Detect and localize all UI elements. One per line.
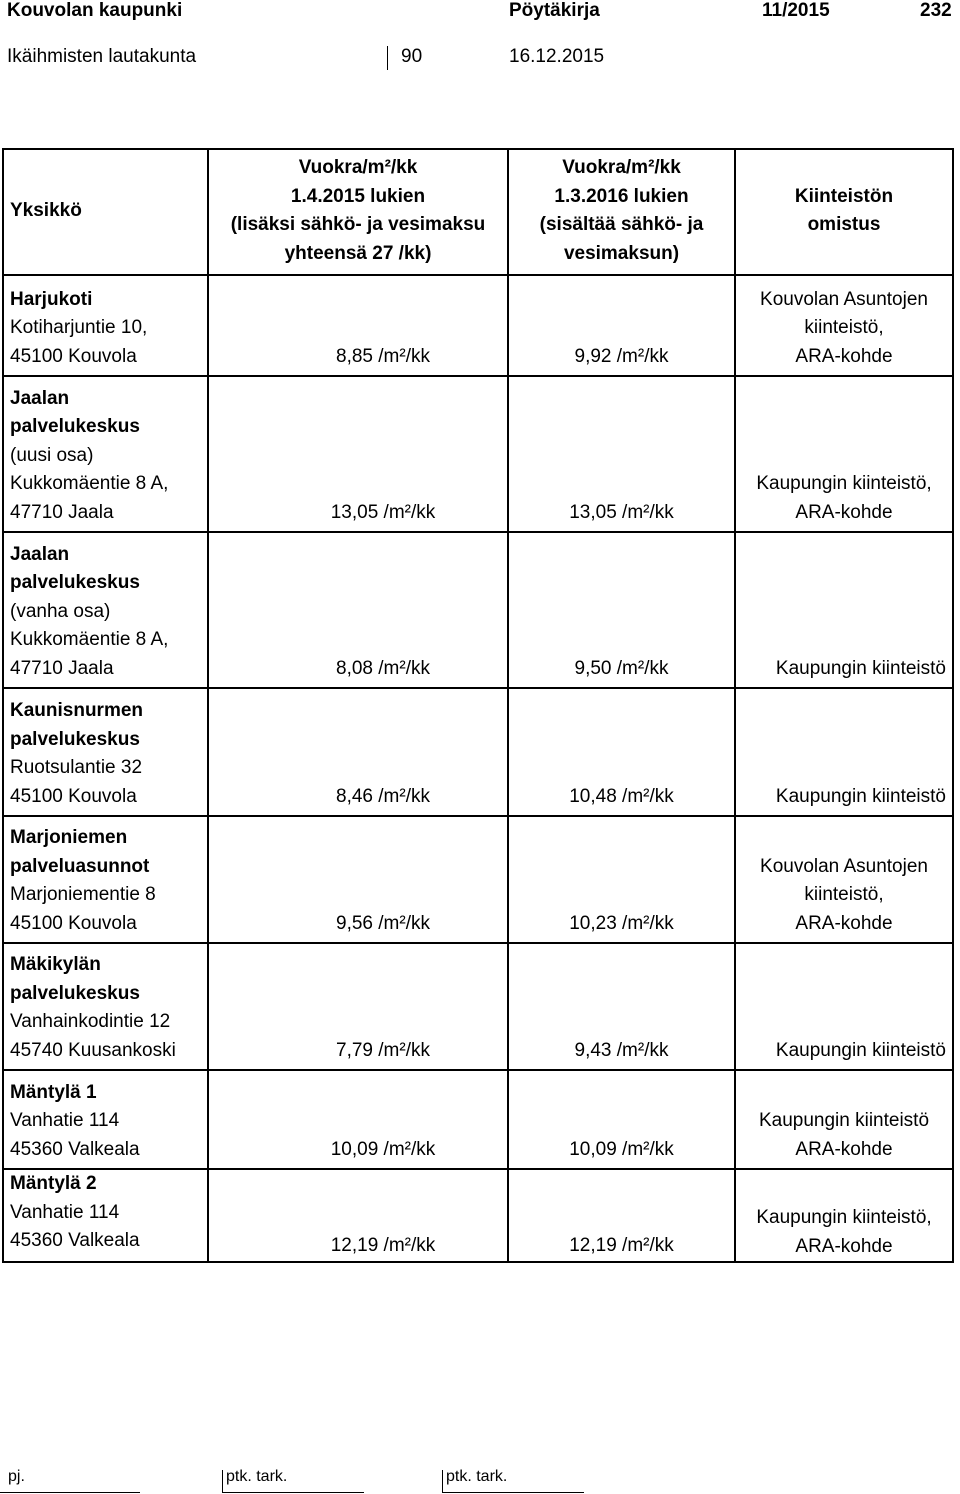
table-row (3, 376, 953, 532)
table-row (3, 1070, 953, 1169)
ownership-cell: Kaupungin kiinteistö (735, 532, 953, 688)
footer-checker-2-label: ptk. tark. (446, 1468, 508, 1485)
doc-number: 11/2015 (762, 0, 830, 21)
table-row (3, 943, 953, 1070)
header-unit: Yksikkö (3, 149, 208, 275)
rent-2015-cell: 13,05 /m²/kk (208, 376, 508, 532)
ownership-cell: Kaupungin kiinteistö, ARA-kohde (735, 376, 953, 532)
board-name: Ikäihmisten lautakunta (7, 46, 197, 67)
org-name: Kouvolan kaupunki (7, 0, 183, 21)
ownership-cell: Kaupungin kiinteistö, ARA-kohde (735, 1169, 953, 1262)
header-rent-2015: Vuokra/m²/kk 1.4.2015 lukien (lisäksi sähkö- ja vesimaksu yhteensä 27 /kk) (208, 149, 508, 275)
meeting-date: 16.12.2015 (509, 46, 605, 67)
footer-checker-1-label: ptk. tark. (226, 1468, 288, 1485)
ownership-cell: Kouvolan Asuntojen kiinteistö, ARA-kohde (735, 816, 953, 943)
footer-checker-1-line (222, 1492, 364, 1493)
table-row (3, 532, 953, 688)
rent-2015-cell: 10,09 /m²/kk (208, 1070, 508, 1169)
footer-divider (222, 1470, 223, 1492)
rent-2015-cell: 8,08 /m²/kk (208, 532, 508, 688)
unit-cell: Kaunisnurmen palvelukeskus Ruotsulantie 32 45100 Kouvola (3, 688, 208, 816)
unit-cell: Mäntylä 2 Vanhatie 114 45360 Valkeala (3, 1169, 208, 1262)
section-number: 90 (401, 46, 423, 67)
unit-cell: Jaalan palvelukeskus (vanha osa) Kukkomäentie 8 A, 47710 Jaala (3, 532, 208, 688)
rent-2015-cell: 9,56 /m²/kk (208, 816, 508, 943)
rent-2016-cell: 12,19 /m²/kk (508, 1169, 735, 1262)
header-ownership: Kiinteistön omistus (735, 149, 953, 275)
unit-cell: Mäkikylän palvelukeskus Vanhainkodintie 12 45740 Kuusankoski (3, 943, 208, 1070)
ownership-cell: Kaupungin kiinteistö (735, 943, 953, 1070)
footer-chair-line (0, 1492, 140, 1493)
table-row (3, 275, 953, 376)
rent-2015-cell: 12,19 /m²/kk (208, 1169, 508, 1262)
rent-2015-cell: 8,46 /m²/kk (208, 688, 508, 816)
footer-checker-2-line (442, 1492, 584, 1493)
header-rent-2016: Vuokra/m²/kk 1.3.2016 lukien (sisältää sähkö- ja vesimaksun) (508, 149, 735, 275)
rent-2015-cell: 7,79 /m²/kk (208, 943, 508, 1070)
unit-cell: Marjoniemen palveluasunnot Marjoniementie 8 45100 Kouvola (3, 816, 208, 943)
table-row (3, 688, 953, 816)
page-number: 232 (920, 0, 952, 21)
ownership-cell: Kaupungin kiinteistö ARA-kohde (735, 1070, 953, 1169)
unit-cell: Jaalan palvelukeskus (uusi osa) Kukkomäentie 8 A, 47710 Jaala (3, 376, 208, 532)
ownership-cell: Kouvolan Asuntojen kiinteistö, ARA-kohde (735, 275, 953, 376)
rent-2016-cell: 9,43 /m²/kk (508, 943, 735, 1070)
rent-2016-cell: 9,92 /m²/kk (508, 275, 735, 376)
section-marker (387, 46, 388, 70)
rent-2015-cell: 8,85 /m²/kk (208, 275, 508, 376)
ownership-cell: Kaupungin kiinteistö (735, 688, 953, 816)
rent-2016-cell: 9,50 /m²/kk (508, 532, 735, 688)
doc-type: Pöytäkirja (509, 0, 600, 21)
rent-table (2, 148, 954, 1263)
rent-2016-cell: 10,23 /m²/kk (508, 816, 735, 943)
rent-2016-cell: 10,48 /m²/kk (508, 688, 735, 816)
table-row (3, 816, 953, 943)
table-row (3, 1169, 953, 1262)
footer-chair-label: pj. (8, 1468, 25, 1485)
rent-2016-cell: 13,05 /m²/kk (508, 376, 735, 532)
footer-divider (442, 1470, 443, 1492)
table-header-row (3, 149, 953, 275)
unit-cell: Mäntylä 1 Vanhatie 114 45360 Valkeala (3, 1070, 208, 1169)
rent-2016-cell: 10,09 /m²/kk (508, 1070, 735, 1169)
unit-cell: Harjukoti Kotiharjuntie 10, 45100 Kouvola (3, 275, 208, 376)
